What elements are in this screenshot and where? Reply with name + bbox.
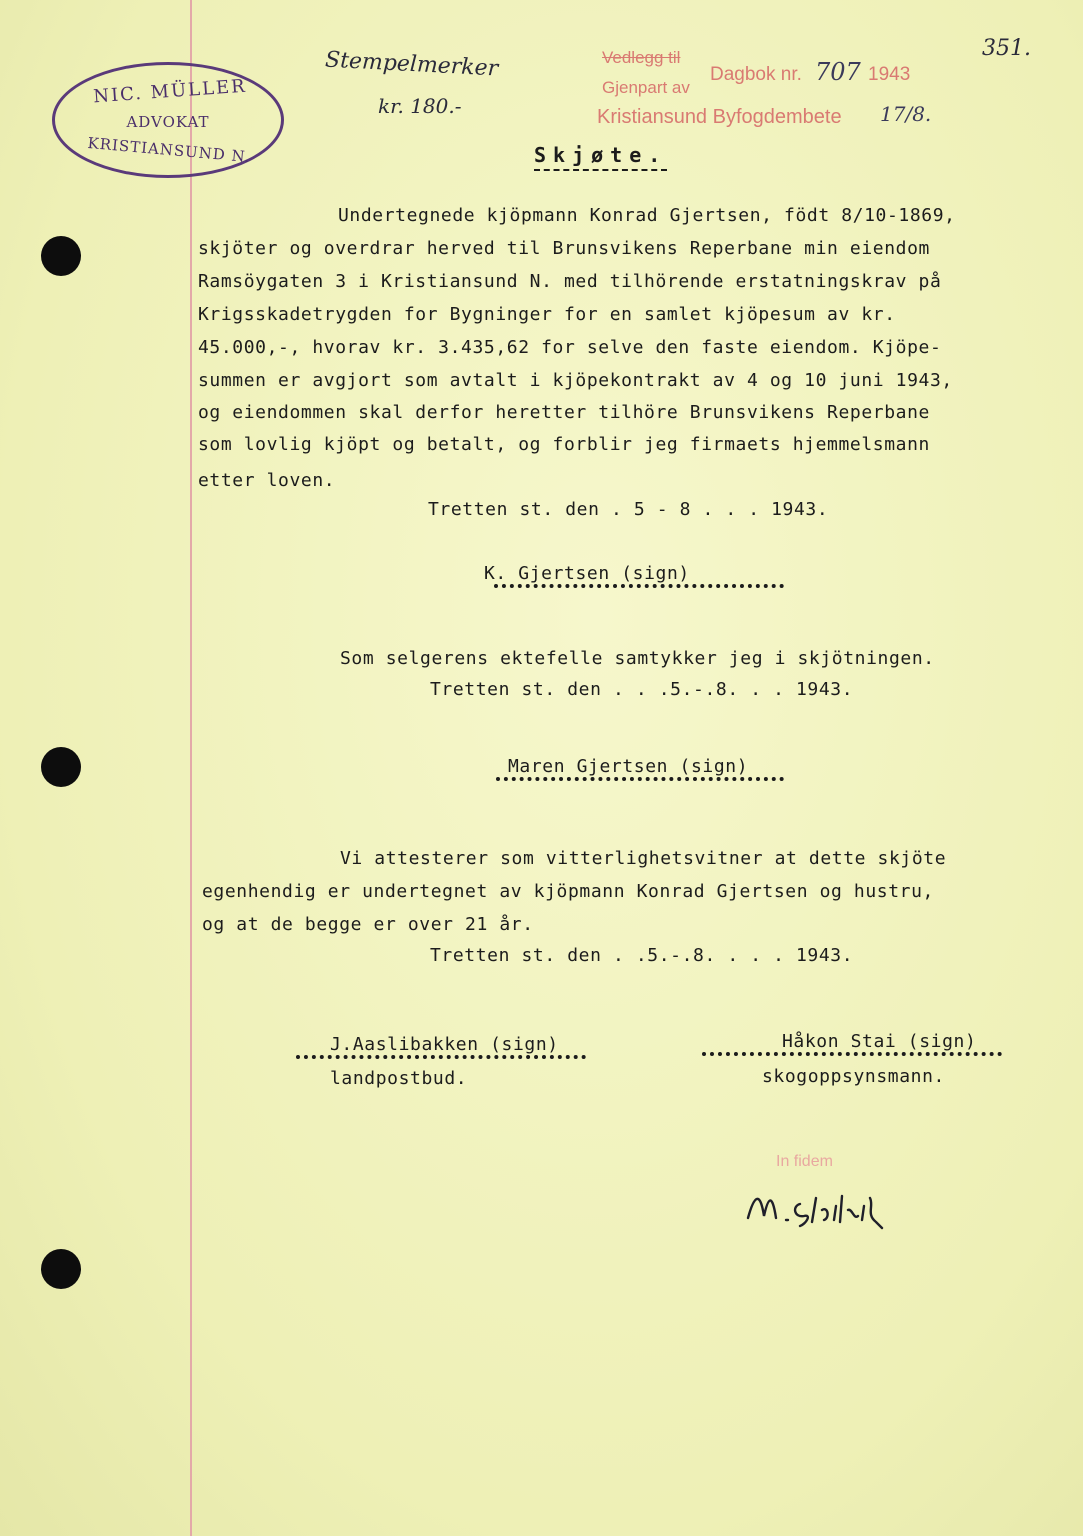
- witness-1-name: J.Aaslibakken (sign): [330, 1034, 559, 1055]
- body-line: som lovlig kjöpt og betalt, og forblir jeg firmaets hjemmelsmann: [198, 434, 930, 455]
- lawyer-stamp: [52, 62, 284, 178]
- signature-dots: [702, 1052, 1002, 1056]
- date-line-3: Tretten st. den . .5.-.8. . . . 1943.: [430, 945, 854, 966]
- body-line: Ramsöygaten 3 i Kristiansund N. med tilhörende erstatningskrav på: [198, 271, 942, 292]
- margin-rule: [190, 0, 192, 1536]
- stamp-line-1: NIC. MÜLLER: [92, 75, 248, 108]
- body-line: skjöter og overdrar herved til Brunsvikens Reperbane min eiendom: [198, 238, 930, 259]
- stamp-line-2: ADVOKAT: [126, 113, 210, 131]
- signature-dots: [296, 1055, 586, 1059]
- in-fidem-label: In fidem: [776, 1153, 833, 1170]
- date-line-2: Tretten st. den . . .5.-.8. . . 1943.: [430, 679, 854, 700]
- body-line: Krigsskadetrygden for Bygninger for en samlet kjöpesum av kr.: [198, 304, 896, 325]
- consent-line: Som selgerens ektefelle samtykker jeg i skjötningen.: [340, 648, 935, 669]
- signature-spouse: Maren Gjertsen (sign): [508, 756, 749, 777]
- attest-line: og at de begge er over 21 år.: [202, 914, 534, 935]
- signature-dots: [496, 777, 784, 781]
- witness-1-title: landpostbud.: [330, 1068, 468, 1089]
- signature-dots: [494, 584, 784, 588]
- registry-number: 707: [815, 58, 861, 86]
- body-line: etter loven.: [198, 470, 336, 491]
- witness-2-name: Håkon Stai (sign): [782, 1031, 977, 1052]
- registry-label-copy: Gjenpart av: [602, 78, 690, 97]
- stamp-line-3: KRISTIANSUND N.: [86, 133, 252, 167]
- punch-hole: [41, 236, 81, 276]
- punch-hole: [41, 1249, 81, 1289]
- registry-date: 17/8.: [880, 102, 932, 126]
- registry-year: 1943: [868, 64, 911, 85]
- registry-office: Kristiansund Byfogdembete: [597, 106, 842, 128]
- stamp-marks-amount: kr. 180.-: [378, 94, 462, 118]
- punch-hole: [41, 747, 81, 787]
- page-number: 351.: [982, 36, 1031, 61]
- body-line: 45.000,-, hvorav kr. 3.435,62 for selve den faste eiendom. Kjöpe-: [198, 337, 942, 358]
- body-line: Undertegnede kjöpmann Konrad Gjertsen, födt 8/10-1869,: [338, 205, 956, 226]
- document-title: Skjøte.: [534, 143, 667, 171]
- attest-line: Vi attesterer som vitterlighetsvitner at dette skjöte: [340, 848, 947, 869]
- body-line: og eiendommen skal derfor heretter tilhöre Brunsvikens Reperbane: [198, 402, 930, 423]
- registry-label-journal: Dagbok nr.: [710, 64, 802, 85]
- stamp-marks-label: Stempelmerker: [324, 47, 499, 82]
- official-signature: [742, 1176, 902, 1236]
- witness-2-title: skogoppsynsmann.: [762, 1066, 945, 1087]
- body-line: summen er avgjort som avtalt i kjöpekontrakt av 4 og 10 juni 1943,: [198, 370, 953, 391]
- attest-line: egenhendig er undertegnet av kjöpmann Konrad Gjertsen og hustru,: [202, 881, 934, 902]
- registry-struck-text: Vedlegg til: [602, 48, 681, 67]
- signature-seller: K. Gjertsen (sign): [484, 563, 690, 584]
- date-line-1: Tretten st. den . 5 - 8 . . . 1943.: [428, 499, 829, 520]
